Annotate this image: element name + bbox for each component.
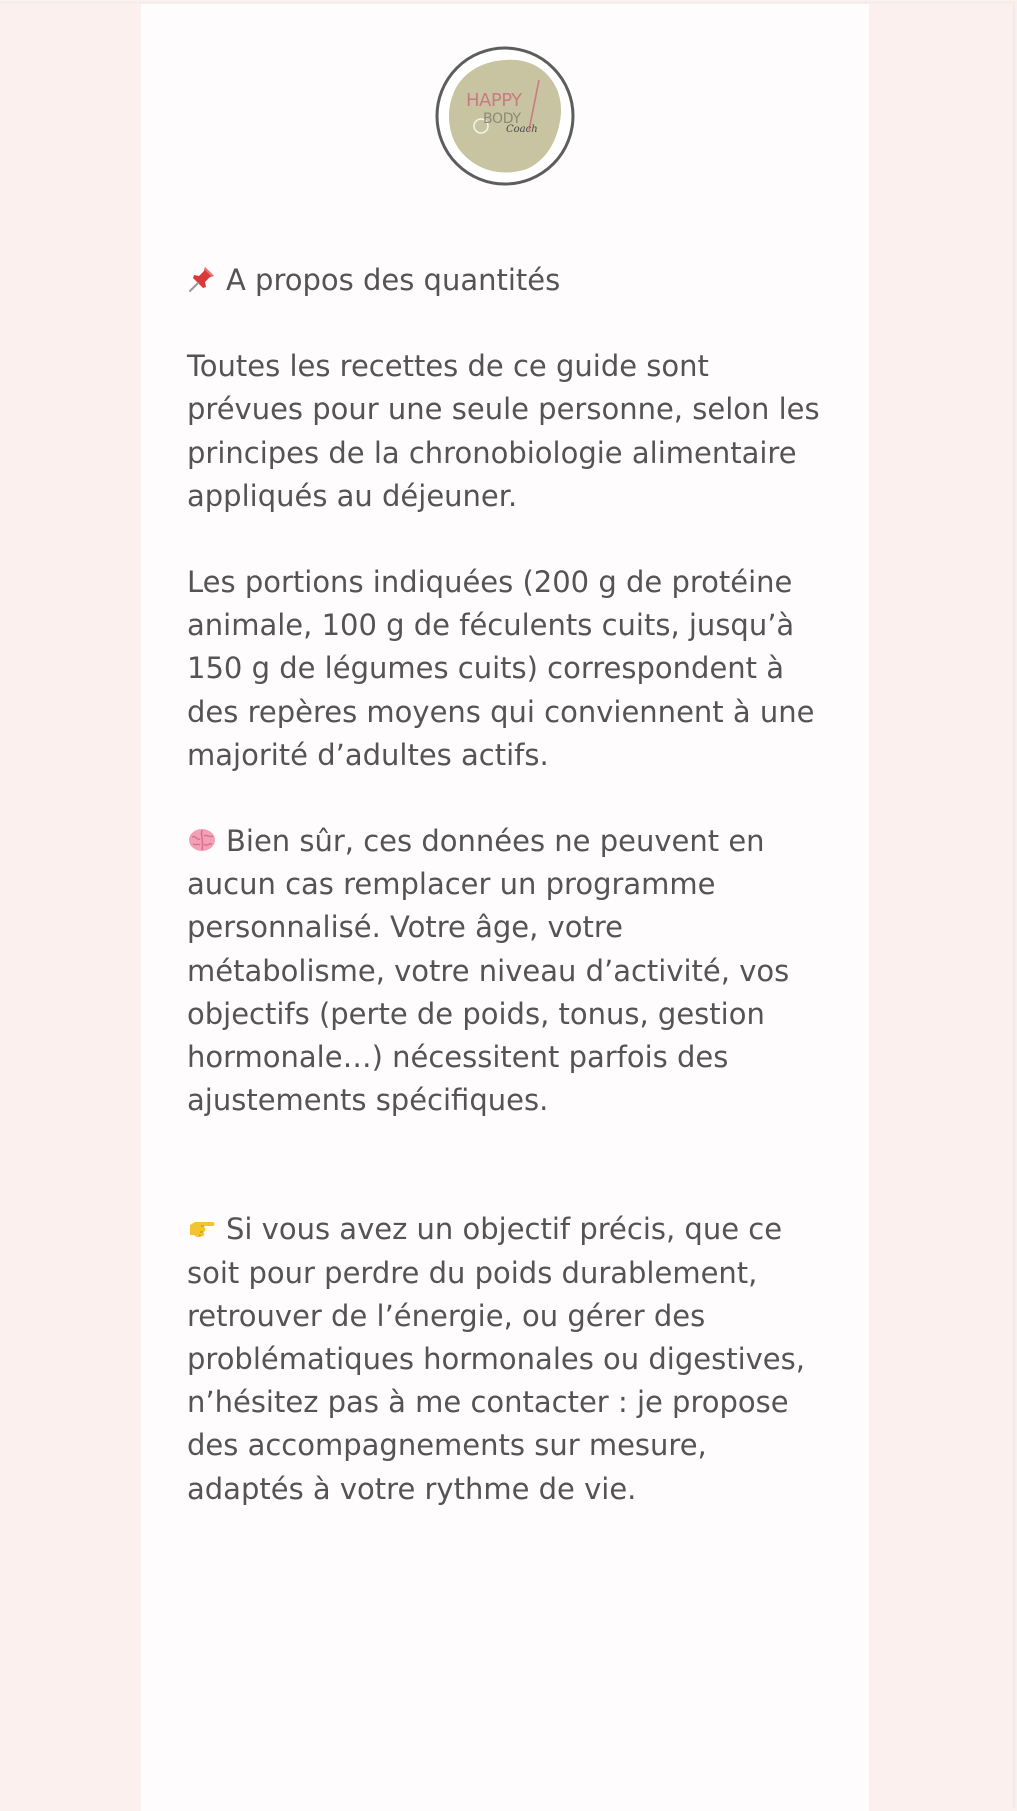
paragraph-personalization: Bien sûr, ces données ne peuvent en aucun cas remplacer un programme personnalisé. Votre âge, votre métabolisme, votre niveau d’activité, vos objectifs (perte de poids, tonus, gestion hormonale…) nécessitent parfois des ajustements spécifiques. (187, 824, 790, 1118)
svg-text:Coach: Coach (506, 124, 538, 135)
section-heading (187, 259, 827, 302)
paragraph-portions-per-person: Toutes les recettes de ce guide sont prévues pour une seule personne, selon les principes de la chronobiologie alimentaire appliqués au déjeuner. (187, 349, 820, 513)
pointing-right-icon (187, 1213, 217, 1243)
svg-text:HAPPY: HAPPY (466, 90, 522, 111)
section-heading-text: A propos des quantités (226, 263, 561, 297)
pushpin-icon (187, 264, 217, 294)
document-page (141, 4, 869, 1811)
paragraph-contact-offer: Si vous avez un objectif précis, que ce soit pour perdre du poids durablement, retrouver de l’énergie, ou gérer des problématiques hormonales ou digestives, n’hésitez pas à me contacter : je propose des accompagnements sur mesure, adaptés à votre rythme de vie. (187, 1212, 805, 1506)
svg-text:BODY: BODY (483, 111, 521, 127)
paragraph-portion-amounts: Les portions indiquées (200 g de protéine animale, 100 g de féculents cuits, jusqu’à 150 g de légumes cuits) correspondent à des repères moyens qui conviennent à une majorité d’adultes actifs. (187, 565, 815, 772)
brain-icon (187, 825, 217, 855)
quantities-section (187, 259, 827, 1554)
happy-body-coach-logo (433, 44, 577, 188)
